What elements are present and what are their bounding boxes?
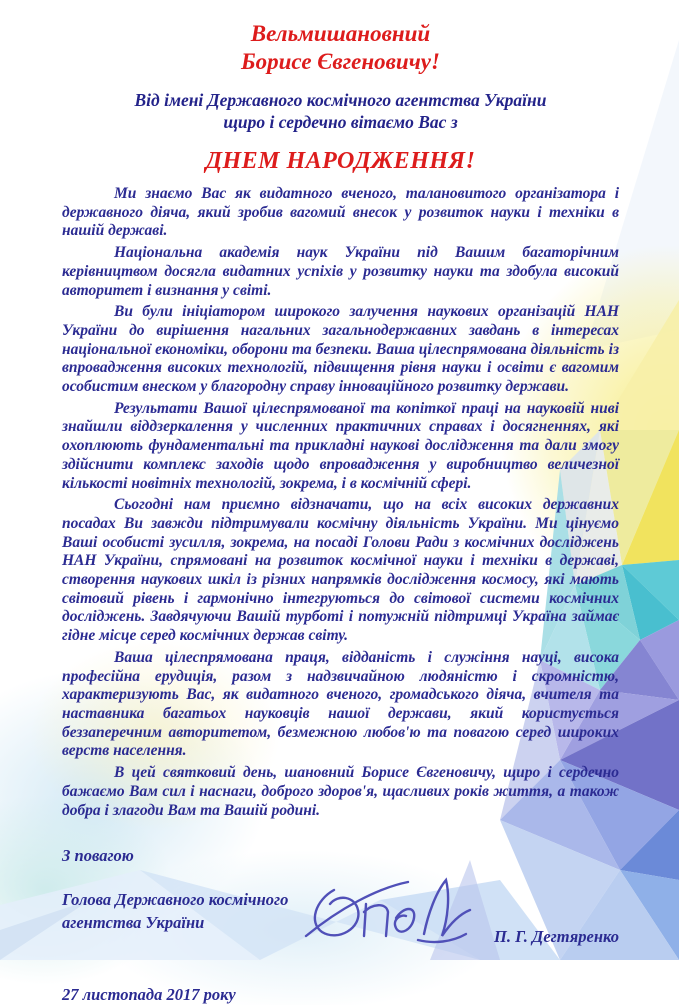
paragraph-5: Сьогодні нам приємно відзначати, що на всіх високих державних посадах Ви завжди підтримували космічну діяльність України. Ми цінуємо Ваші особисті зусилля, зокрема, на посаді Голови Ради з космічних досліджень НАН України, спрямовані на розвиток космічної науки і техніки в державі, створення наукових шкіл із різних напрямків дослідження космосу, які мають світовий рівень і гармонічно інтегруються до світової системи космічних досліджень. Завдячуючи Вашій турботі і потужній підтримці Україна займає гідне місце серед космічних держав світу. — [62, 496, 619, 645]
paragraph-6: Ваша цілеспрямована праця, відданість і служіння науці, висока професійна ерудиція, разом з надзвичайною людяністю і скромністю, характеризують Вас, як видатного вченого, громадського діяча, вчителя та наставника багатьох науковців нашої держави, який користується беззаперечним авторитетом, безмежною любов'ю та повагою серед широких верств населення. — [62, 648, 619, 760]
signer-name: П. Г. Дегтяренко — [494, 926, 619, 946]
salutation-heading — [62, 20, 619, 76]
handwritten-signature — [300, 874, 485, 966]
occasion-heading: ДНЕМ НАРОДЖЕННЯ! — [205, 148, 476, 174]
paragraph-4: Результати Вашої цілеспрямованої та копіткої праці на науковій ниві знайшли віддзеркалення у численних практичних справах і досягненнях, які охоплюють фундаментальні та прикладні наукові дослідження та дали змогу здійснити комплекс заходів щодо впровадження у виробництво величезної кількості новітніх технологій, зокрема, і в космічній сфері. — [62, 399, 619, 492]
intro-line1: Від імені Державного космічного агентства України — [134, 90, 547, 110]
paragraph-1: Ми знаємо Вас як видатного вченого, талановитого організатора і державного діяча, який зробив вагомий внесок у розвиток науки і техніки в нашій державі. — [62, 185, 619, 240]
closing-salutation: З повагою — [62, 846, 134, 866]
intro-line2: щиро і сердечно вітаємо Вас з — [223, 112, 458, 132]
signature-block — [62, 888, 619, 963]
intro-heading — [62, 89, 619, 133]
salutation-line2: Борисе Євгеновичу! — [241, 49, 440, 74]
paragraph-3: Ви були ініціатором широкого залучення наукових організацій НАН України до вирішення нагальних загальнодержавних завдань в інтересах національної економіки, оборони та безпеки. Ваша цілеспрямована діяльність із впровадження високих технологій, підвищення рівня науки і освіти є вагомим особистим внеском у благородну справу інноваційного розвитку держави. — [62, 303, 619, 396]
signer-title-line2: агентства України — [62, 913, 205, 933]
salutation-line1: Вельмишановний — [250, 21, 431, 46]
letter-date: 27 листопада 2017 року — [62, 985, 236, 1005]
letter-body — [62, 185, 619, 820]
paragraph-2: Національна академія наук України під Вашим багаторічним керівництвом досягла видатних успіхів у розвитку науки та здобула високий авторитет і визнання у світі. — [62, 244, 619, 299]
signer-title-line1: Голова Державного космічного — [62, 890, 289, 910]
paragraph-7: В цей святковий день, шановний Борисе Євгеновичу, щиро і сердечно бажаємо Вам сил і наснаги, доброго здоров'я, щасливих років життя, а також добра і злагоди Вам та Вашій родині. — [62, 764, 619, 819]
